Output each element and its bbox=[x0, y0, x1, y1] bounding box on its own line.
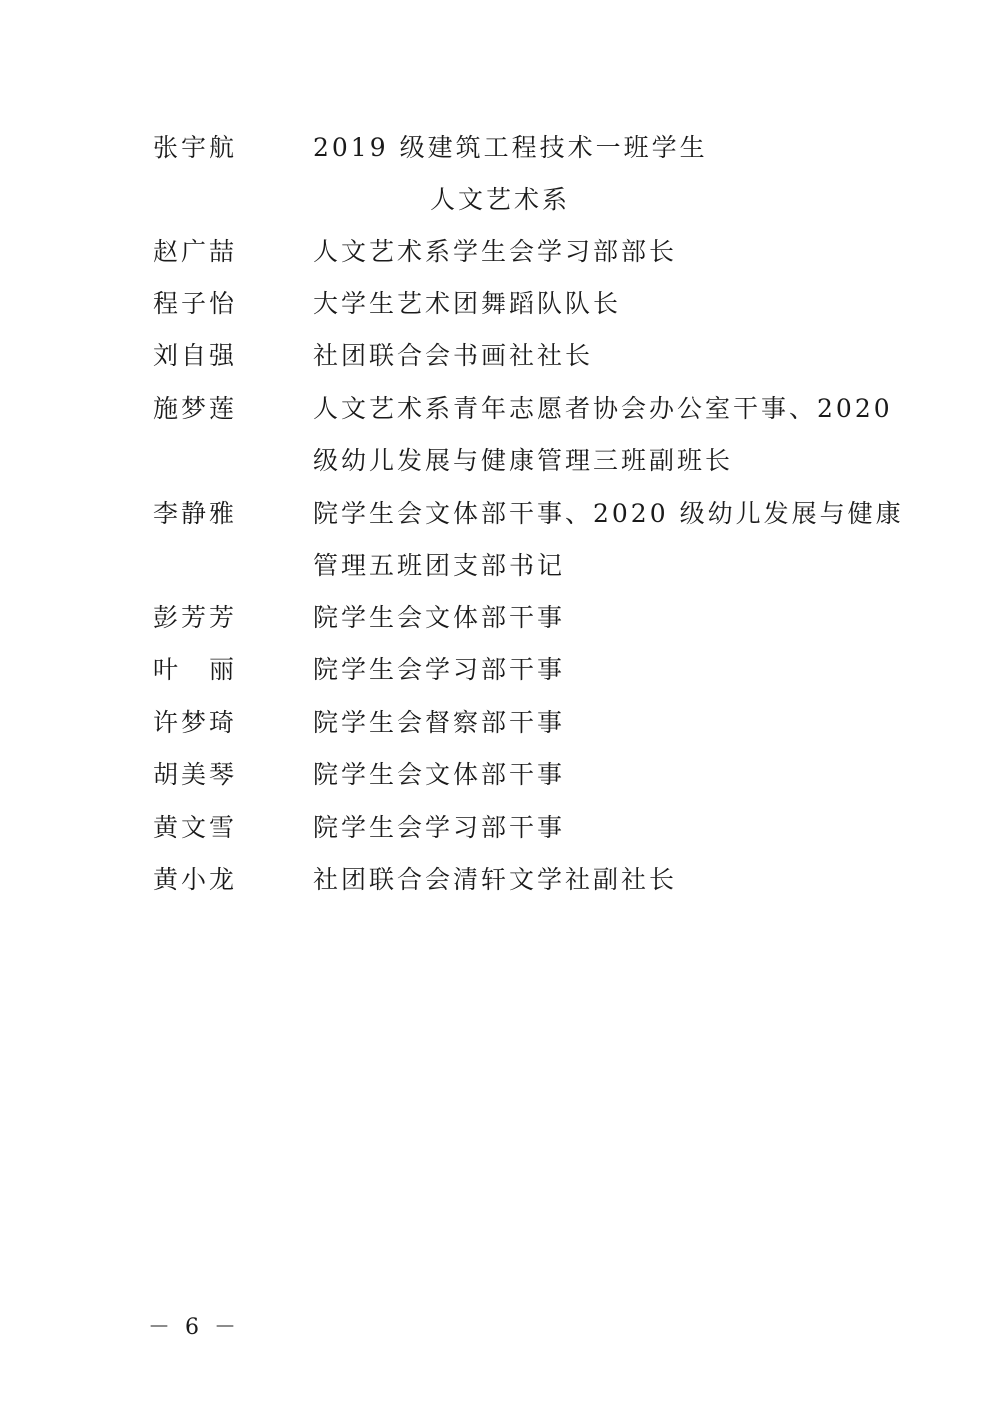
person-description: 院学生会学习部干事 bbox=[313, 813, 566, 842]
person-description-continued: 级幼儿发展与健康管理三班副班长 bbox=[313, 446, 734, 475]
list-item bbox=[0, 697, 1000, 749]
person-description: 院学生会督察部干事 bbox=[313, 708, 566, 737]
person-description: 人文艺术系青年志愿者协会办公室干事、2020 bbox=[313, 394, 893, 423]
person-description: 大学生艺术团舞蹈队队长 bbox=[313, 289, 622, 318]
person-name: 黄文雪 bbox=[153, 813, 238, 842]
list-item bbox=[0, 278, 1000, 330]
section-title: 人文艺术系 bbox=[429, 185, 570, 214]
person-name: 彭芳芳 bbox=[153, 603, 238, 632]
person-name: 程子怡 bbox=[153, 289, 238, 318]
list-item bbox=[0, 122, 1000, 174]
list-item bbox=[0, 854, 1000, 906]
person-name: 刘自强 bbox=[153, 341, 238, 370]
person-description: 院学生会文体部干事 bbox=[313, 603, 566, 632]
person-name: 许梦琦 bbox=[153, 708, 238, 737]
person-description-continued: 管理五班团支部书记 bbox=[313, 551, 566, 580]
list-item bbox=[0, 802, 1000, 854]
person-description: 人文艺术系学生会学习部部长 bbox=[313, 237, 678, 266]
person-description: 2019 级建筑工程技术一班学生 bbox=[313, 133, 708, 162]
person-name: 胡美琴 bbox=[153, 760, 238, 789]
list-item bbox=[0, 644, 1000, 696]
person-description: 院学生会学习部干事 bbox=[313, 655, 566, 684]
list-item bbox=[0, 592, 1000, 644]
person-name: 黄小龙 bbox=[153, 865, 238, 894]
person-name: 赵广喆 bbox=[153, 237, 238, 266]
person-name: 张宇航 bbox=[153, 133, 238, 162]
person-name: 李静雅 bbox=[153, 499, 238, 528]
list-item bbox=[0, 488, 1000, 540]
person-description: 社团联合会清轩文学社副社长 bbox=[313, 865, 678, 894]
list-item-continuation bbox=[0, 540, 1000, 592]
person-name: 叶 丽 bbox=[153, 655, 238, 684]
list-item bbox=[0, 330, 1000, 382]
page-number: － 6 － bbox=[148, 1315, 240, 1340]
person-name: 施梦莲 bbox=[153, 394, 238, 423]
person-description: 社团联合会书画社社长 bbox=[313, 341, 594, 370]
list-item bbox=[0, 749, 1000, 801]
list-item-continuation bbox=[0, 435, 1000, 487]
person-description: 院学生会文体部干事、2020 级幼儿发展与健康 bbox=[313, 499, 904, 528]
person-description: 院学生会文体部干事 bbox=[313, 760, 566, 789]
list-item bbox=[0, 383, 1000, 435]
list-item bbox=[0, 226, 1000, 278]
